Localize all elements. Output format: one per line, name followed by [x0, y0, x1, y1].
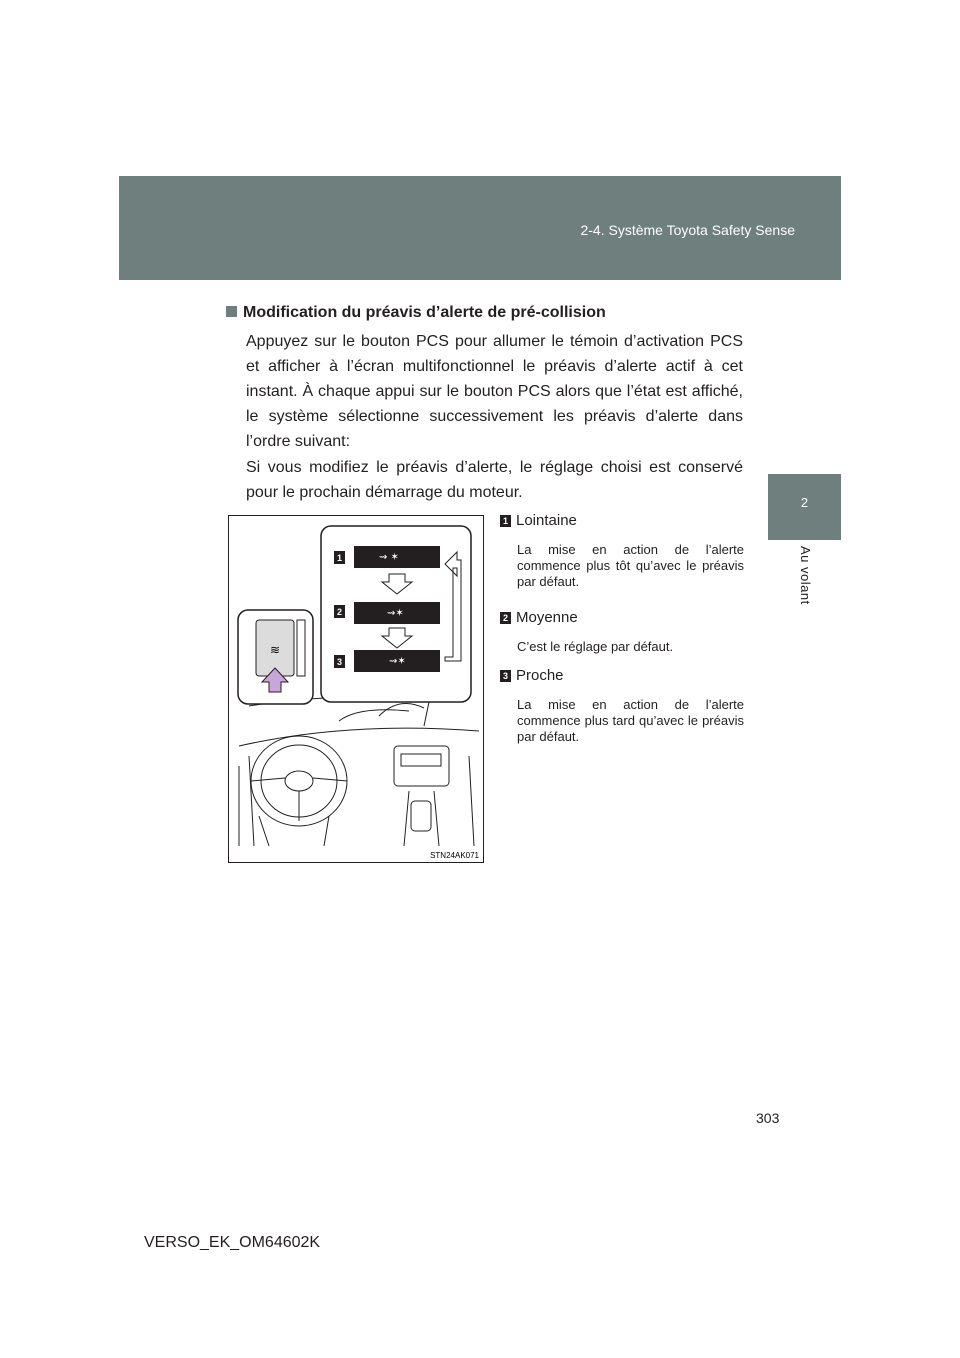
legend-desc: C’est le réglage par défaut.: [517, 639, 674, 654]
dashboard-illustration: [228, 515, 484, 863]
legend-number: 1: [500, 515, 511, 527]
legend-name: Proche: [516, 667, 564, 684]
section-title-text: Modification du préavis d’alerte de pré-collision: [243, 304, 606, 321]
figure-label-2: 2: [336, 607, 343, 617]
svg-text:≋: ≋: [269, 643, 281, 657]
legend-item-1: [500, 512, 750, 590]
section-header: 2-4. Système Toyota Safety Sense: [580, 222, 795, 238]
legend-item-2: [500, 609, 750, 655]
svg-text:⇝✶: ⇝✶: [387, 608, 404, 619]
figure-label-3: 3: [336, 657, 343, 667]
body-paragraph-2: Si vous modifiez le préavis d’alerte, le réglage choisi est conservé pour le prochain démarrage du moteur.: [246, 459, 743, 501]
legend-number: 3: [500, 670, 511, 682]
chapter-label-text: Au volant: [798, 546, 813, 605]
figure-label-1: 1: [336, 553, 343, 563]
legend-desc: La mise en action de l’alerte commence plus tôt qu’avec le préavis par défaut.: [517, 542, 744, 589]
chapter-tab: 2: [768, 474, 841, 540]
page-number: 303: [756, 1110, 780, 1126]
dashboard-drawing: [229, 516, 484, 863]
section-title: [226, 304, 606, 322]
svg-text:⇝ ✶: ⇝ ✶: [379, 552, 399, 563]
legend-number: 2: [500, 612, 511, 624]
figure-id: STN24AK071: [430, 851, 479, 860]
header-band: [119, 176, 841, 280]
legend-item-3: [500, 667, 750, 745]
legend-name: Lointaine: [516, 512, 577, 529]
square-bullet-icon: [226, 306, 237, 317]
body-paragraph-1: Appuyez sur le bouton PCS pour allumer le témoin d’activation PCS et afficher à l’écran multifonctionnel le préavis d’alerte actif à cet instant. À chaque appui sur le bouton PCS alors que l’état est affiché, le système sélectionne successivement les préavis d’alerte dans l’ordre suivant:: [246, 333, 743, 450]
footer-code: VERSO_EK_OM64602K: [144, 1234, 321, 1251]
svg-text:⇝✶: ⇝✶: [389, 656, 406, 667]
legend-name: Moyenne: [516, 609, 578, 626]
chapter-label: [768, 540, 841, 640]
legend-desc: La mise en action de l’alerte commence plus tard qu’avec le préavis par défaut.: [517, 697, 744, 744]
